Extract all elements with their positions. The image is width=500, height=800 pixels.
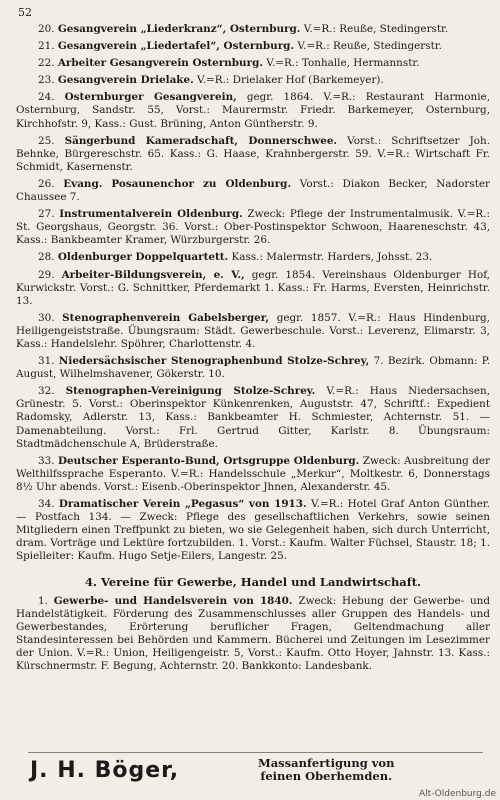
entry-number: 31. bbox=[38, 355, 55, 368]
club-entry bbox=[16, 208, 490, 247]
entry-number: 32. bbox=[38, 385, 55, 398]
entry-number: 26. bbox=[38, 177, 55, 190]
club-details: gegr. 1864. V.=R.: Restaurant Harmonie, Osternburg, Sandstr. 55, Vorst.: Maurermstr. Friedr. Barkemeyer, Osternburg, Kirchhofstr. 9, Kass.: Gust. Brüning, Anton Güntherstr. 9. bbox=[16, 91, 491, 130]
club-name: Evang. Posaunenchor zu Oldenburg. bbox=[63, 177, 292, 190]
club-entry bbox=[16, 269, 490, 308]
club-name: Gesangverein „Liederkranz“, Osternburg. bbox=[57, 23, 301, 35]
club-entry bbox=[16, 74, 490, 87]
club-details: V.=R.: Reuße, Stedingerstr. bbox=[303, 23, 449, 35]
advertiser-name: J. H. Böger, bbox=[30, 758, 180, 783]
entry-number: 29. bbox=[38, 268, 55, 281]
club-entry bbox=[16, 455, 490, 494]
club-details: V.=R.: Tonhalle, Hermannstr. bbox=[266, 57, 420, 70]
club-name: Osternburger Gesangverein, bbox=[64, 91, 237, 104]
entry-number: 1. bbox=[38, 594, 48, 607]
club-details: V.=R.: Hotel Graf Anton Günther. — Postfach 134. — Zweck: Pflege des gesellschaftlichen Verkehrs, sowie seinen Mitgliedern einen Treffpunkt zu bieten, wo sie Gelegenheit haben, sich durch Unterricht, dram. Vorträge und Lektüre fortzubilden. 1. Vorst.: Kaufm. Walter Füchsel, Staustr. 18; 1. Spielleiter: Kaufm. Hugo Setje-Eilers, Langestr. 25. bbox=[16, 498, 490, 563]
club-list-trade bbox=[16, 595, 490, 674]
club-entry bbox=[16, 91, 490, 130]
document-page bbox=[16, 6, 490, 677]
club-details: Zweck: Ausbreitung der Welthilfssprache Esperanto. V.=R.: Handelsschule „Merkur“, Moltkestr. 6, Donnerstags 8½ Uhr abends. Vorst.: Eisenb.-Oberinspektor Jhnen, Alexanderstr. 45. bbox=[16, 454, 490, 493]
club-name: Oldenburger Doppelquartett. bbox=[57, 251, 229, 264]
club-name: Instrumentalverein Oldenburg. bbox=[59, 208, 243, 221]
club-list bbox=[16, 23, 490, 673]
advertisement bbox=[28, 752, 483, 785]
entry-number: 33. bbox=[38, 454, 55, 467]
entry-number: 25. bbox=[38, 134, 55, 147]
club-name: Gewerbe- und Handelsverein von 1840. bbox=[53, 594, 293, 607]
club-entry bbox=[16, 355, 490, 381]
club-details: V.=R.: Haus Niedersachsen, Grünestr. 5. Vorst.: Oberinspektor Künkenrenken, Auguststr. 47, Schriftf.: Expedient Radomsky, Adlerstr. 13, Kass.: Bankbeamter H. Schmiester, Achternstr. 51. — Damenabteilung. Vorst.: Frl. Gertrud Gitter, Karlstr. 8. Übungsraum: Stadtmädchenschule A, Brüderstraße. bbox=[16, 385, 490, 450]
club-entry bbox=[16, 385, 490, 450]
club-name: Stenographen-Vereinigung Stolze-Schrey. bbox=[65, 385, 316, 398]
entry-number: 23. bbox=[38, 74, 55, 87]
watermark: Alt-Oldenburg.de bbox=[418, 789, 496, 799]
club-entry bbox=[16, 135, 490, 174]
club-details: gegr. 1857. V.=R.: Haus Hindenburg, Heiligengeiststraße. Übungsraum: Städt. Gewerbeschule. Vorst.: Leverenz, Elimarstr. 3, Kass.: Handelslehr. Spöhrer, Charlottenstr. 4. bbox=[16, 311, 490, 350]
club-name: Gesangverein „Liedertafel“, Osternburg. bbox=[57, 40, 295, 53]
club-name: Arbeiter Gesangverein Osternburg. bbox=[57, 57, 263, 70]
club-details: V.=R.: Drielaker Hof (Barkemeyer). bbox=[197, 74, 384, 87]
club-entry bbox=[16, 40, 490, 53]
club-details: 7. Bezirk. Obmann: P. August, Wilhelmshavener, Gökerstr. 10. bbox=[16, 355, 490, 381]
entry-number: 30. bbox=[38, 311, 55, 324]
entry-number: 22. bbox=[38, 57, 55, 70]
advertiser-tagline bbox=[258, 757, 394, 783]
entry-number: 34. bbox=[38, 498, 55, 510]
club-name: Dramatischer Verein „Pegasus“ von 1913. bbox=[58, 498, 307, 510]
entry-number: 27. bbox=[38, 208, 55, 221]
entry-number: 24. bbox=[38, 91, 55, 104]
club-name: Deutscher Esperanto-Bund, Ortsgruppe Oldenburg. bbox=[57, 454, 360, 467]
entry-number: 20. bbox=[38, 23, 55, 35]
club-details: gegr. 1854. Vereinshaus Oldenburger Hof, Kurwickstr. Vorst.: G. Schnittker, Pferdemarkt 1. Kass.: Fr. Harms, Eversten, Heinrichstr. 13. bbox=[16, 268, 490, 307]
club-entry bbox=[16, 23, 490, 36]
club-entry bbox=[16, 498, 490, 563]
tagline-line-1: Massanfertigung von bbox=[258, 756, 395, 770]
tagline-line-2: feinen Oberhemden. bbox=[260, 769, 393, 783]
club-entry bbox=[16, 251, 490, 264]
club-name: Gesangverein Drielake. bbox=[57, 74, 194, 87]
club-entry bbox=[16, 178, 490, 204]
club-list-music-stenography bbox=[16, 23, 490, 563]
club-details: Zweck: Pflege der Instrumentalmusik. V.=R.: St. Georgshaus, Georgstr. 36. Vorst.: Ober-Postinspektor Schwoon, Haareneschstr. 43, Kass.: Bankbeamter Kramer, Würzburgerstr. 26. bbox=[16, 208, 490, 247]
club-name: Sängerbund Kameradschaft, Donnerschwee. bbox=[64, 134, 338, 147]
club-details: Vorst.: Schriftsetzer Joh. Behnke, Bürgereschstr. 65. Kass.: G. Haase, Krahnbergerstr. 59. V.=R.: Wirtschaft Fr. Schmidt, Kasernenstr. bbox=[16, 134, 490, 173]
club-entry bbox=[16, 57, 490, 70]
club-details: Zweck: Hebung der Gewerbe- und Handelstätigkeit. Förderung des Zusammenschlusses aller Gruppen des Handels- und Gewerbestandes, Erörterung beruflicher Fragen, Geltendmachung aller Standesinteressen bei Behörden und Kammern. Bücherei und Zeitungen im Lesezimmer der Union. V.=R.: Union, Heiligengeistr. 5, Vorst.: Kaufm. Otto Hoyer, Jahnstr. 13. Kass.: Kürschnermstr. F. Begung, Achternstr. 20. Bankkonto: Landesbank. bbox=[16, 594, 491, 673]
club-details: V.=R.: Reuße, Stedingerstr. bbox=[297, 40, 442, 53]
club-entry bbox=[16, 312, 490, 351]
club-entry bbox=[16, 595, 490, 674]
entry-number: 28. bbox=[38, 251, 55, 264]
club-details: Kass.: Malermstr. Harders, Johsst. 23. bbox=[231, 251, 433, 264]
entry-number: 21. bbox=[38, 40, 55, 53]
club-name: Niedersächsischer Stenographenbund Stolze-Schrey, bbox=[58, 355, 370, 368]
club-name: Stenographenverein Gabelsberger, bbox=[62, 311, 270, 324]
club-details: Vorst.: Diakon Becker, Nadorster Chaussee 7. bbox=[16, 177, 490, 204]
page-number: 52 bbox=[18, 6, 32, 19]
club-name: Arbeiter-Bildungsverein, e. V., bbox=[61, 268, 245, 281]
section-heading: 4. Vereine für Gewerbe, Handel und Landwirtschaft. bbox=[84, 575, 422, 590]
